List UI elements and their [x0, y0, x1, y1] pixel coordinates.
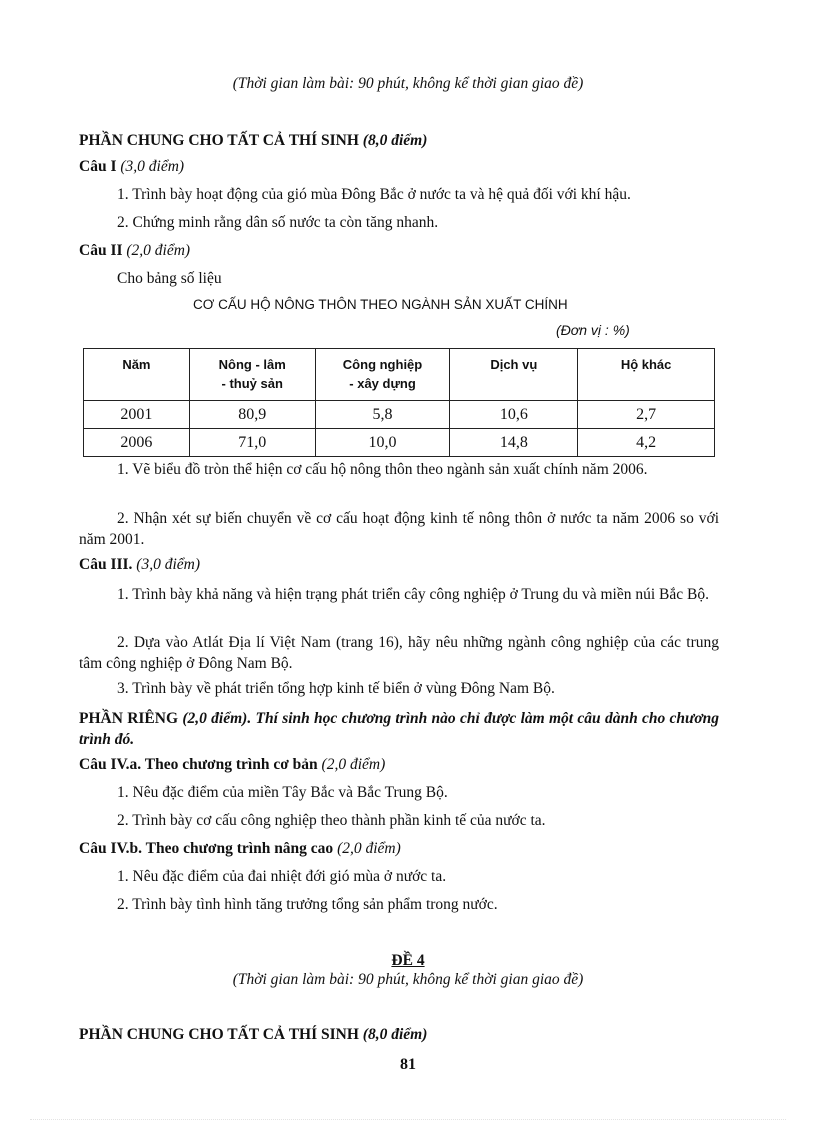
question-4b-heading [79, 840, 401, 858]
common-section-title: PHẦN CHUNG CHO TẤT CẢ THÍ SINH [79, 132, 359, 149]
table-header-cell [315, 349, 450, 401]
question-2-heading [79, 242, 190, 260]
question-1-item: 2. Chứng minh rằng dân số nước ta còn tăng nhanh. [117, 214, 439, 231]
table-header-cell [450, 349, 578, 401]
table-cell: 4,2 [578, 429, 715, 457]
question-2-item: 1. Vẽ biểu đồ tròn thể hiện cơ cấu hộ nông thôn theo ngành sản xuất chính năm 2006. [117, 461, 648, 478]
table-cell: 80,9 [189, 401, 315, 429]
page-number: 81 [400, 1056, 416, 1073]
table-cell: 71,0 [189, 429, 315, 457]
exam-section-title: PHẦN CHUNG CHO TẤT CẢ THÍ SINH [79, 1026, 359, 1043]
table-cell: 2006 [84, 429, 190, 457]
exam-title: ĐỀ 4 [391, 952, 425, 969]
time-note: (Thời gian làm bài: 90 phút, không kể thời gian giao đề) [232, 75, 584, 92]
exam-time-note: (Thời gian làm bài: 90 phút, không kể thời gian giao đề) [232, 971, 584, 988]
private-section-title: PHẦN RIÊNG [79, 710, 179, 727]
question-4b-points: (2,0 điểm) [337, 840, 401, 857]
table-row [84, 401, 715, 429]
table-header-row [84, 349, 715, 401]
question-4a-points: (2,0 điểm) [321, 756, 386, 773]
private-section-note: Thí sinh học chương trình nào chỉ được làm một câu dành cho chương trình đó. [79, 710, 720, 748]
question-4b-item: 1. Nêu đặc điểm của đai nhiệt đới gió mùa ở nước ta. [117, 868, 447, 885]
private-section-heading [79, 708, 719, 750]
question-4a-label: Câu IV.a. Theo chương trình cơ bản [79, 756, 318, 773]
table-cell: 2001 [84, 401, 190, 429]
table-header-line: - thuỷ sản [221, 376, 283, 391]
table-header-line: Dịch vụ [490, 357, 538, 372]
question-4a-item: 2. Trình bày cơ cấu công nghiệp theo thành phần kinh tế của nước ta. [117, 812, 546, 829]
question-4b-item: 2. Trình bày tình hình tăng trưởng tổng sản phẩm trong nước. [117, 896, 498, 913]
table-header-line: Công nghiệp [342, 357, 423, 372]
table-header-cell [578, 349, 715, 401]
page-bottom-border [30, 1119, 786, 1120]
table-header-line: Nông - lâm [218, 357, 286, 372]
table-header-cell [189, 349, 315, 401]
table-cell: 14,8 [450, 429, 578, 457]
table-header-cell [84, 349, 190, 401]
question-3-points: (3,0 điểm) [136, 556, 200, 573]
table-title: CƠ CẤU HỘ NÔNG THÔN THEO NGÀNH SẢN XUẤT CHÍNH [193, 297, 568, 312]
table-cell: 5,8 [315, 401, 450, 429]
question-2-points: (2,0 điểm) [126, 242, 191, 259]
table-header-line: Năm [122, 357, 151, 372]
table-row [84, 429, 715, 457]
question-4a-heading [79, 756, 385, 774]
private-section-points: (2,0 điểm). [182, 710, 252, 727]
data-table [83, 348, 715, 457]
common-section-heading [79, 132, 427, 150]
table-cell: 10,0 [315, 429, 450, 457]
table-cell: 2,7 [578, 401, 715, 429]
common-section-points: (8,0 điểm) [362, 132, 428, 149]
question-1-heading [79, 158, 184, 176]
question-4b-label: Câu IV.b. Theo chương trình nâng cao [79, 840, 334, 857]
question-2-label: Câu II [79, 242, 123, 259]
table-unit: (Đơn vị : %) [556, 322, 630, 338]
table-cell: 10,6 [450, 401, 578, 429]
question-3-item: 2. Dựa vào Atlát Địa lí Việt Nam (trang 16), hãy nêu những ngành công nghiệp của các trung tâm công nghiệp ở Đông Nam Bộ. [79, 634, 719, 672]
question-2-intro: Cho bảng số liệu [117, 270, 222, 287]
exam-section-heading [79, 1026, 427, 1044]
table-header-line: - xây dựng [349, 376, 416, 391]
question-3-item: 3. Trình bày về phát triển tổng hợp kinh tế biển ở vùng Đông Nam Bộ. [117, 680, 555, 697]
exam-section-points: (8,0 điểm) [362, 1026, 428, 1043]
question-3-label: Câu III. [79, 556, 133, 573]
question-4a-item: 1. Nêu đặc điểm của miền Tây Bắc và Bắc Trung Bộ. [117, 784, 448, 801]
table-header-line: Hộ khác [620, 357, 672, 372]
question-2-item: 2. Nhận xét sự biến chuyển về cơ cấu hoạt động kinh tế nông thôn ở nước ta năm 2006 so với năm 2001. [79, 510, 719, 548]
question-3-heading [79, 556, 200, 574]
question-1-item: 1. Trình bày hoạt động của gió mùa Đông Bắc ở nước ta và hệ quả đối với khí hậu. [117, 186, 631, 203]
question-1-label: Câu I [79, 158, 117, 175]
question-3-item: 1. Trình bày khả năng và hiện trạng phát triển cây công nghiệp ở Trung du và miền núi Bắc Bộ. [117, 586, 709, 603]
question-1-points: (3,0 điểm) [120, 158, 185, 175]
